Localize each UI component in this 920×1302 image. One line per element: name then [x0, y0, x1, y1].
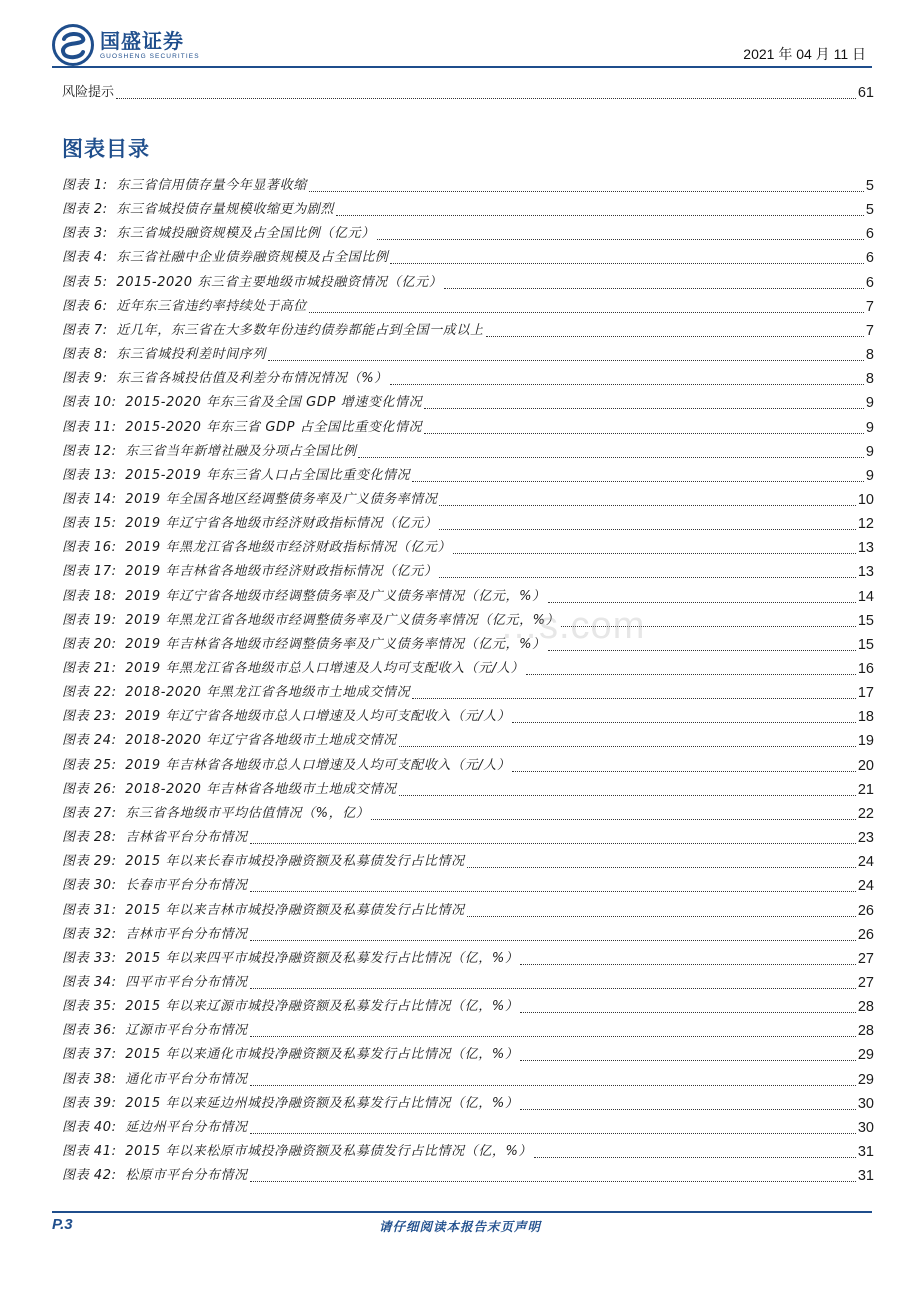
company-logo: [52, 22, 200, 68]
figure-title: 辽源市平台分布情况: [125, 1023, 248, 1039]
logo-text-cn: 国盛证券: [100, 28, 184, 53]
toc-leader-dots: [520, 1096, 855, 1110]
toc-entry-figure[interactable]: [62, 755, 874, 775]
figure-number: 图表 42:: [62, 1168, 117, 1184]
toc-entry-figure[interactable]: [62, 706, 874, 726]
toc-entry-label: [62, 538, 451, 557]
toc-leader-dots: [512, 758, 855, 772]
figure-number: 图表 40:: [62, 1119, 117, 1135]
toc-leader-dots: [309, 178, 864, 192]
toc-entry-page: 30: [857, 1095, 874, 1112]
toc-leader-dots: [250, 1072, 856, 1086]
figure-title: 2019 年吉林省各地级市总人口增速及人均可支配收入（元/人）: [125, 757, 511, 773]
figure-title: 东三省社融中企业债券融资规模及占全国比例: [116, 250, 389, 266]
figure-title: 2015 年以来延边州城投净融资额及私募发行占比情况（亿，%）: [125, 1095, 519, 1111]
footer-page-number: P.3: [52, 1216, 73, 1233]
toc-entry-figure[interactable]: [62, 537, 874, 557]
toc-entry-figure[interactable]: [62, 1141, 874, 1161]
toc-entry-figure[interactable]: [62, 1165, 874, 1185]
toc-entry-figure[interactable]: [62, 610, 874, 630]
toc-entry-page: 10: [857, 491, 874, 508]
toc-entry-label: [62, 707, 510, 726]
toc-entry-label: [62, 466, 410, 485]
figure-title: 2015-2020 年东三省及全国 GDP 增速变化情况: [125, 395, 423, 411]
toc-entry-page: 21: [857, 781, 874, 798]
toc-entry-figure[interactable]: [62, 199, 874, 219]
toc-entry-label: [62, 1045, 518, 1064]
toc-entry-figure[interactable]: [62, 513, 874, 533]
figure-title: 松原市平台分布情况: [125, 1168, 248, 1184]
figure-title: 2019 年吉林省各地级市经济财政指标情况（亿元）: [125, 564, 438, 580]
figure-title: 2019 年辽宁省各地级市总人口增速及人均可支配收入（元/人）: [125, 709, 511, 725]
figure-number: 图表 39:: [62, 1095, 117, 1111]
toc-entry-label: [62, 1021, 248, 1040]
toc-leader-dots: [412, 685, 856, 699]
toc-entry-label: [62, 442, 356, 461]
figure-title: 2015 年以来长春市城投净融资额及私募债发行占比情况: [125, 854, 465, 870]
toc-entry-figure[interactable]: [62, 392, 874, 412]
figure-title: 2015 年以来辽源市城投净融资额及私募发行占比情况（亿，%）: [125, 999, 519, 1015]
figure-number: 图表 20:: [62, 636, 117, 652]
toc-leader-dots: [424, 420, 864, 434]
footer-divider: [52, 1211, 872, 1213]
report-date: 2021 年 04 月 11 日: [743, 46, 866, 62]
toc-entry-label: [62, 248, 388, 267]
figure-title: 东三省信用债存量今年显著收缩: [116, 178, 307, 193]
section-title: 图表目录: [62, 137, 150, 161]
toc-entry-figure[interactable]: [62, 900, 874, 920]
figure-title: 2015-2019 年东三省人口占全国比重变化情况: [125, 467, 411, 483]
toc-entry-page: 24: [857, 878, 874, 895]
figure-number: 图表 17:: [62, 564, 117, 580]
figure-number: 图表 6:: [62, 298, 108, 314]
toc-entry-label: [62, 901, 465, 920]
figure-number: 图表 9:: [62, 371, 108, 387]
toc-leader-dots: [439, 492, 855, 506]
figure-number: 图表 14:: [62, 491, 117, 507]
toc-entry-label: [62, 876, 248, 895]
toc-entry-page: 61: [857, 85, 874, 101]
toc-leader-dots: [399, 733, 856, 747]
toc-entry-figure[interactable]: [62, 875, 874, 895]
toc-entry-risk[interactable]: [62, 82, 874, 102]
toc-entry-page: 20: [857, 757, 874, 774]
toc-leader-dots: [424, 395, 864, 409]
toc-entry-label: [62, 200, 334, 219]
toc-entry-figure[interactable]: [62, 803, 874, 823]
figure-title: 东三省各城投估值及利差分布情况情况（%）: [116, 371, 388, 387]
page-header: [52, 22, 872, 72]
toc-entry-label: [62, 1094, 518, 1113]
figure-number: 图表 13:: [62, 467, 117, 483]
toc-entry-label: [62, 683, 410, 702]
toc-entry-figure[interactable]: [62, 223, 874, 243]
toc-entry-page: 12: [857, 516, 874, 533]
figure-title: 2015-2020 东三省主要地级市城投融资情况（亿元）: [116, 274, 443, 290]
toc-leader-dots: [268, 347, 864, 361]
toc-entry-figure[interactable]: [62, 586, 874, 606]
figure-number: 图表 10:: [62, 395, 117, 411]
toc-entry-figure[interactable]: [62, 682, 874, 702]
figure-title: 近年东三省违约率持续处于高位: [116, 298, 307, 314]
toc-entry-label: [62, 273, 442, 292]
toc-entry-figure[interactable]: [62, 175, 874, 195]
toc-leader-dots: [439, 564, 855, 578]
toc-entry-page: 28: [857, 1023, 874, 1040]
toc-entry-page: 7: [865, 298, 874, 315]
toc-entry-figure[interactable]: [62, 924, 874, 944]
figure-number: 图表 5:: [62, 274, 108, 290]
toc-entry-label: [62, 828, 248, 847]
figure-title: 东三省城投融资规模及占全国比例（亿元）: [116, 226, 375, 242]
toc-leader-dots: [467, 903, 856, 917]
toc-entry-label: [62, 176, 307, 195]
toc-entry-label: [62, 949, 518, 968]
toc-entry-page: 26: [857, 926, 874, 943]
toc-entry-page: 31: [857, 1168, 874, 1185]
toc-leader-dots: [250, 975, 856, 989]
figure-number: 图表 31:: [62, 902, 117, 918]
figure-number: 图表 41:: [62, 1144, 117, 1159]
figure-title: 2018-2020 年吉林省各地级市土地成交情况: [125, 781, 397, 797]
toc-entry-figure[interactable]: [62, 344, 874, 364]
toc-leader-dots: [250, 830, 856, 844]
toc-entry-page: 27: [857, 950, 874, 967]
figure-title: 2019 年辽宁省各地级市经济财政指标情况（亿元）: [125, 516, 438, 532]
toc-entry-page: 8: [865, 347, 874, 364]
logo-mark-icon: [52, 24, 94, 66]
toc-entry-page: 15: [857, 636, 874, 653]
figure-number: 图表 36:: [62, 1023, 117, 1039]
toc-entry-page: 6: [865, 250, 874, 267]
figure-title: 2018-2020 年辽宁省各地级市土地成交情况: [125, 733, 397, 749]
toc-entry-label: [62, 393, 422, 412]
toc-entry-figure[interactable]: [62, 441, 874, 461]
toc-entry-figure[interactable]: [62, 1093, 874, 1113]
toc-entry-page: 22: [857, 805, 874, 822]
toc-entry-label: [62, 562, 437, 581]
figure-number: 图表 2:: [62, 202, 108, 218]
toc-entry-page: 17: [857, 685, 874, 702]
figure-number: 图表 21:: [62, 661, 117, 676]
toc-entry-page: 19: [857, 733, 874, 750]
figure-number: 图表 30:: [62, 878, 117, 894]
toc-entry-figure[interactable]: [62, 1044, 874, 1064]
toc-leader-dots: [250, 927, 856, 941]
toc-entry-figure[interactable]: [62, 1020, 874, 1040]
figure-title: 2015 年以来吉林市城投净融资额及私募债发行占比情况: [125, 902, 465, 918]
toc-entry-page: 28: [857, 999, 874, 1016]
toc-leader-dots: [486, 323, 864, 337]
figure-title: 东三省当年新增社融及分项占全国比例: [125, 443, 357, 459]
figure-title: 2018-2020 年黑龙江省各地级市土地成交情况: [125, 685, 411, 701]
toc-entry-label: [62, 418, 422, 437]
figure-title: 吉林市平台分布情况: [125, 926, 248, 942]
toc-entry-figure[interactable]: [62, 561, 874, 581]
toc-entry-figure[interactable]: [62, 948, 874, 968]
figure-title: 2019 年全国各地区经调整债务率及广义债务率情况: [125, 491, 438, 507]
toc-leader-dots: [512, 709, 855, 723]
toc-entry-figure[interactable]: [62, 996, 874, 1016]
figure-title: 延边州平台分布情况: [125, 1119, 248, 1135]
toc-entry-label: [62, 852, 465, 871]
figure-title: 2015-2020 年东三省 GDP 占全国比重变化情况: [125, 419, 423, 435]
figure-number: 图表 32:: [62, 926, 117, 942]
toc-leader-dots: [309, 299, 864, 313]
figure-number: 图表 24:: [62, 733, 117, 749]
toc-leader-dots: [520, 999, 855, 1013]
figure-number: 图表 4:: [62, 250, 108, 266]
toc-entry-label: [62, 635, 546, 654]
toc-entry-figure[interactable]: [62, 634, 874, 654]
toc-entry-label: [62, 925, 248, 944]
toc-entry-page: 5: [865, 178, 874, 194]
toc-entry-page: 13: [857, 564, 874, 581]
toc-leader-dots: [520, 1047, 855, 1061]
figure-number: 图表 7:: [62, 322, 108, 338]
figure-number: 图表 26:: [62, 781, 117, 797]
figure-number: 图表 18:: [62, 588, 117, 604]
figure-title: 近几年，东三省在大多数年份违约债券都能占到全国一成以上: [116, 322, 484, 338]
toc-entry-page: 26: [857, 902, 874, 919]
toc-entry-page: 8: [865, 371, 874, 388]
figure-title: 四平市平台分布情况: [125, 974, 248, 990]
toc-entry-page: 14: [857, 588, 874, 605]
figure-title: 东三省城投利差时间序列: [116, 347, 266, 363]
toc-entry-page: 7: [865, 322, 874, 339]
toc-entry-label: [62, 514, 437, 533]
toc-leader-dots: [390, 250, 864, 264]
toc-entry-label: [62, 1070, 248, 1089]
figure-title: 通化市平台分布情况: [125, 1071, 248, 1087]
toc-leader-dots: [371, 806, 855, 820]
toc-leader-dots: [336, 202, 864, 216]
figure-title: 2015 年以来通化市城投净融资额及私募发行占比情况（亿，%）: [125, 1047, 519, 1063]
toc-entry-page: 6: [865, 226, 874, 243]
figure-title: 2019 年黑龙江省各地级市经济财政指标情况（亿元）: [125, 540, 452, 556]
figure-number: 图表 38:: [62, 1071, 117, 1087]
toc-entry-label: [62, 490, 437, 509]
toc-entry-label: [62, 780, 397, 799]
toc-entry-figure[interactable]: [62, 247, 874, 267]
toc-entry-figure[interactable]: [62, 1117, 874, 1137]
toc-entry-page: 9: [865, 419, 874, 436]
toc-entry-page: 23: [857, 830, 874, 847]
toc-entry-page: 24: [857, 854, 874, 871]
toc-leader-dots: [250, 1120, 856, 1134]
figure-title: 2019 年吉林省各地级市经调整债务率及广义债务率情况（亿元，%）: [125, 636, 546, 652]
figure-title: 2019 年黑龙江省各地级市经调整债务率及广义债务率情况（亿元，%）: [125, 612, 560, 628]
toc-entry-label: [62, 756, 510, 775]
toc-entry-label: [62, 611, 559, 630]
footer-disclaimer: 请仔细阅读本报告末页声明: [378, 1219, 541, 1234]
toc-leader-dots: [358, 444, 863, 458]
toc-entry-label: [62, 345, 266, 364]
figure-title: 2015 年以来松原市城投净融资额及私募债发行占比情况（亿，%）: [125, 1144, 533, 1159]
toc-entry-figure[interactable]: [62, 972, 874, 992]
figure-number: 图表 34:: [62, 974, 117, 990]
toc-entry-figure[interactable]: [62, 368, 874, 388]
watermark: …s.com: [500, 605, 646, 647]
toc-leader-dots: [412, 468, 864, 482]
toc-entry-label: [62, 369, 388, 388]
figure-number: 图表 16:: [62, 540, 117, 556]
toc-entry-page: 9: [865, 443, 874, 460]
toc-leader-dots: [399, 782, 856, 796]
toc-entry-label: [62, 659, 524, 678]
toc-entry-page: 29: [857, 1071, 874, 1088]
toc-leader-dots: [116, 85, 856, 99]
toc-leader-dots: [377, 226, 864, 240]
toc-leader-dots: [548, 589, 856, 603]
toc-leader-dots: [444, 275, 864, 289]
toc-entry-label: [62, 587, 546, 606]
toc-entry-page: 9: [865, 395, 874, 412]
figure-title: 吉林省平台分布情况: [125, 830, 248, 846]
toc-entry-label: 风险提示: [62, 85, 115, 100]
toc-entry-figure[interactable]: [62, 272, 874, 292]
toc-entry-label: [62, 297, 307, 316]
figure-number: 图表 27:: [62, 805, 117, 821]
toc-entry-page: 31: [857, 1144, 874, 1160]
figure-number: 图表 25:: [62, 757, 117, 773]
toc-entry-figure[interactable]: [62, 417, 874, 437]
toc-entry-label: [62, 1142, 532, 1161]
toc-entry-label: [62, 1166, 248, 1185]
toc-leader-dots: [534, 1144, 856, 1158]
toc-entry-page: 13: [857, 540, 874, 557]
figure-title: 长春市平台分布情况: [125, 878, 248, 894]
toc-leader-dots: [467, 854, 856, 868]
toc-entry-figure[interactable]: [62, 730, 874, 750]
toc-entry-label: [62, 224, 375, 243]
toc-leader-dots: [453, 540, 856, 554]
figure-number: 图表 33:: [62, 950, 117, 966]
figure-title: 2019 年辽宁省各地级市经调整债务率及广义债务率情况（亿元，%）: [125, 588, 546, 604]
toc-entry-label: [62, 1118, 248, 1137]
toc-leader-dots: [250, 878, 856, 892]
figure-number: 图表 23:: [62, 709, 117, 725]
figure-number: 图表 19:: [62, 612, 117, 628]
toc-entry-label: [62, 804, 369, 823]
toc-entry-page: 9: [865, 467, 874, 484]
toc-entry-label: [62, 321, 484, 340]
toc-leader-dots: [250, 1168, 856, 1182]
toc-entry-page: 16: [857, 661, 874, 677]
toc-entry-page: 29: [857, 1047, 874, 1064]
toc-entry-figure[interactable]: [62, 489, 874, 509]
toc-entry-page: 30: [857, 1119, 874, 1136]
toc-leader-dots: [250, 1023, 856, 1037]
toc-leader-dots: [526, 661, 856, 675]
figure-number: 图表 37:: [62, 1047, 117, 1063]
toc-leader-dots: [439, 516, 855, 530]
toc-entry-page: 6: [865, 274, 874, 291]
toc-entry-label: [62, 973, 248, 992]
toc-entry-page: 18: [857, 709, 874, 726]
toc-entry-figure[interactable]: [62, 827, 874, 847]
toc-entry-figure[interactable]: [62, 320, 874, 340]
toc-entry-figure[interactable]: [62, 851, 874, 871]
logo-text-en: GUOSHENG SECURITIES: [100, 52, 200, 60]
figure-number: 图表 15:: [62, 516, 117, 532]
toc-entry-figure[interactable]: [62, 779, 874, 799]
figure-number: 图表 12:: [62, 443, 117, 459]
figure-number: 图表 35:: [62, 999, 117, 1015]
toc-entry-page: 15: [857, 612, 874, 629]
figure-title: 东三省城投债存量规模收缩更为剧烈: [116, 202, 334, 218]
toc-leader-dots: [520, 951, 855, 965]
toc-entry-figure[interactable]: [62, 658, 874, 678]
toc-entry-page: 5: [865, 202, 874, 219]
toc-entry-page: 27: [857, 974, 874, 991]
figure-number: 图表 29:: [62, 854, 117, 870]
toc-leader-dots: [390, 371, 864, 385]
toc-entry-figure[interactable]: [62, 465, 874, 485]
toc-entry-label: [62, 997, 518, 1016]
toc-entry-figure[interactable]: [62, 296, 874, 316]
header-divider: [52, 66, 872, 68]
figure-number: 图表 11:: [62, 419, 117, 435]
figure-number: 图表 8:: [62, 347, 108, 363]
figure-title: 2015 年以来四平市城投净融资额及私募发行占比情况（亿，%）: [125, 950, 519, 966]
figure-title: 东三省各地级市平均估值情况（%，亿）: [125, 805, 370, 821]
toc-entry-figure[interactable]: [62, 1069, 874, 1089]
figure-number: 图表 1:: [62, 178, 108, 193]
figure-number: 图表 3:: [62, 226, 108, 242]
figure-number: 图表 28:: [62, 830, 117, 846]
figure-title: 2019 年黑龙江省各地级市总人口增速及人均可支配收入（元/人）: [125, 661, 525, 676]
figure-number: 图表 22:: [62, 685, 117, 701]
toc-entry-label: [62, 731, 397, 750]
